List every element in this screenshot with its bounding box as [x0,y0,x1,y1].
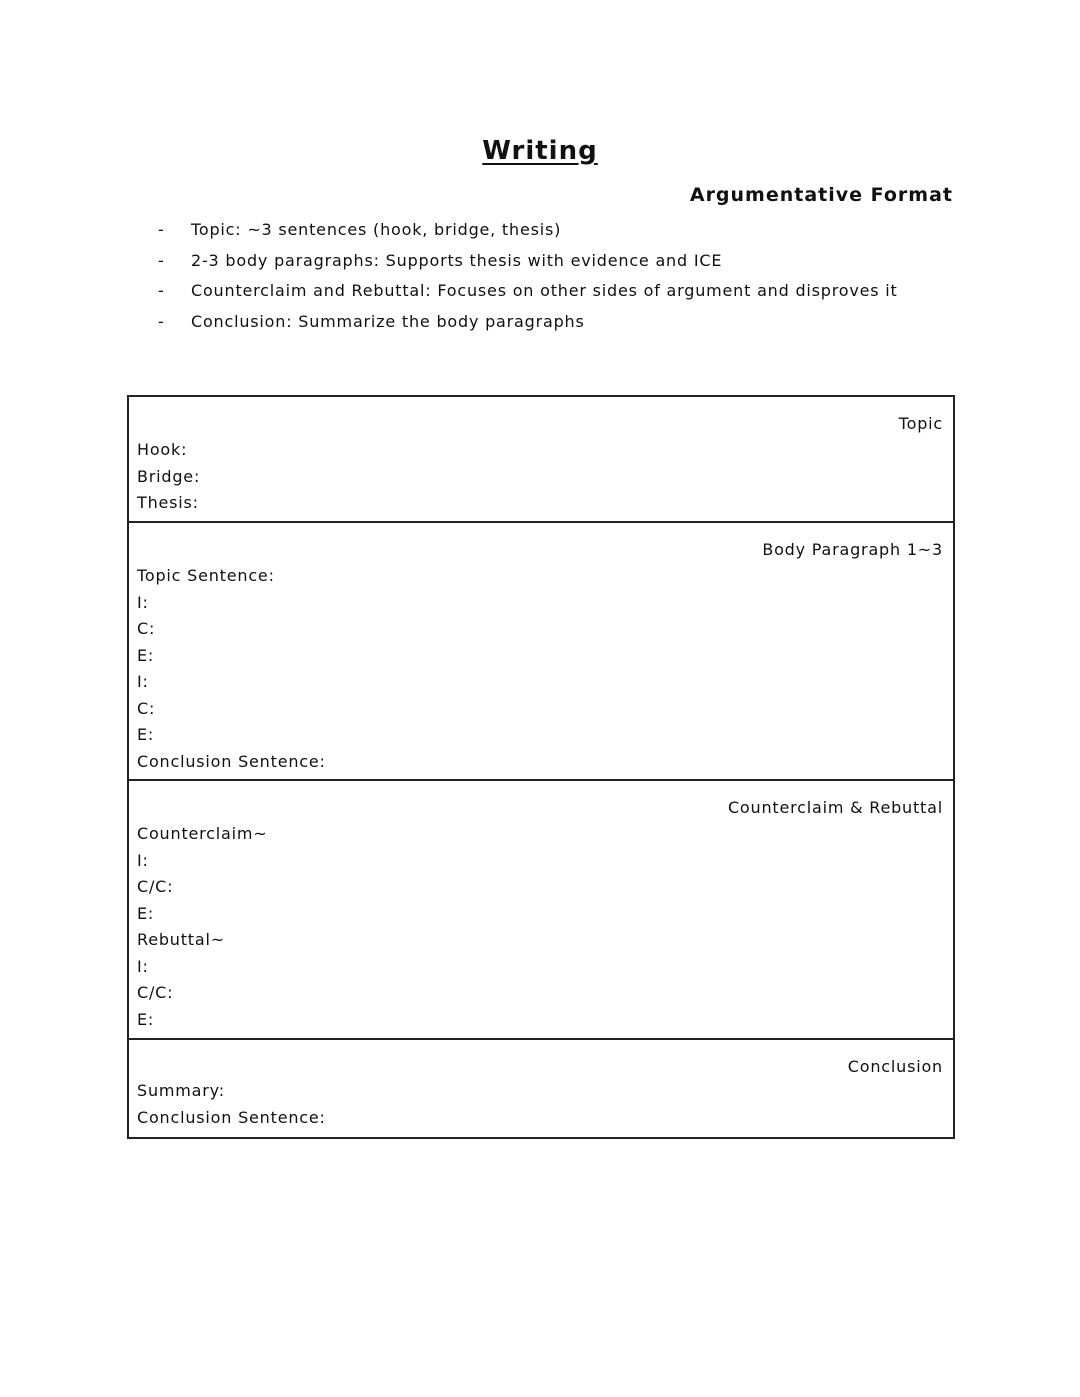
field-label: Topic Sentence: [137,566,275,585]
field-label: E: [137,903,155,923]
bullet-dash: - [158,281,165,300]
topic-section [129,397,953,523]
section-label: Body Paragraph 1~3 [762,540,943,559]
bullet-text: 2-3 body paragraphs: Supports thesis with evidence and ICE [191,250,723,270]
bullet-dash: - [158,311,165,331]
section-label: Topic [898,414,943,433]
bullet-dash: - [158,250,165,270]
bullet-text: Topic: ~3 sentences (hook, bridge, thesis) [191,220,562,239]
list-item [158,246,898,277]
list-item [158,307,898,338]
field-label: C: [137,619,156,638]
bullet-text: Conclusion: Summarize the body paragraphs [191,311,585,331]
field-label: C/C: [137,877,174,896]
field-label: Conclusion Sentence: [137,1107,326,1127]
page-title: Writing [482,136,598,166]
bullet-dash: - [158,220,165,239]
field-label: Thesis: [137,493,199,512]
counter-fields [137,821,267,1033]
field-label: C: [137,698,156,718]
field-label: I: [137,956,149,976]
field-label: Bridge: [137,466,201,486]
field-label: E: [137,1009,155,1029]
field-label: Rebuttal~ [137,930,225,949]
overview-list [158,215,898,337]
field-label: I: [137,592,149,612]
outline-table [127,395,955,1139]
field-label: Hook: [137,440,188,459]
format-subtitle: Argumentative Format [689,184,953,206]
field-label: E: [137,725,155,744]
field-label: C/C: [137,983,174,1002]
field-label: I: [137,672,149,691]
body-fields [137,563,326,775]
conclusion-fields [137,1078,326,1131]
topic-fields [137,437,200,517]
field-label: Counterclaim~ [137,824,268,843]
field-label: E: [137,645,155,665]
section-label: Counterclaim & Rebuttal [727,798,943,817]
list-item [158,276,898,307]
counterclaim-section [129,781,953,1040]
field-label: Conclusion Sentence: [137,751,326,771]
field-label: Summary: [137,1081,225,1100]
section-label: Conclusion [847,1057,943,1076]
field-label: I: [137,850,149,870]
conclusion-section [129,1040,953,1137]
list-item [158,215,898,246]
bullet-text: Counterclaim and Rebuttal: Focuses on other sides of argument and disproves it [191,281,898,300]
body-paragraph-section [129,523,953,781]
